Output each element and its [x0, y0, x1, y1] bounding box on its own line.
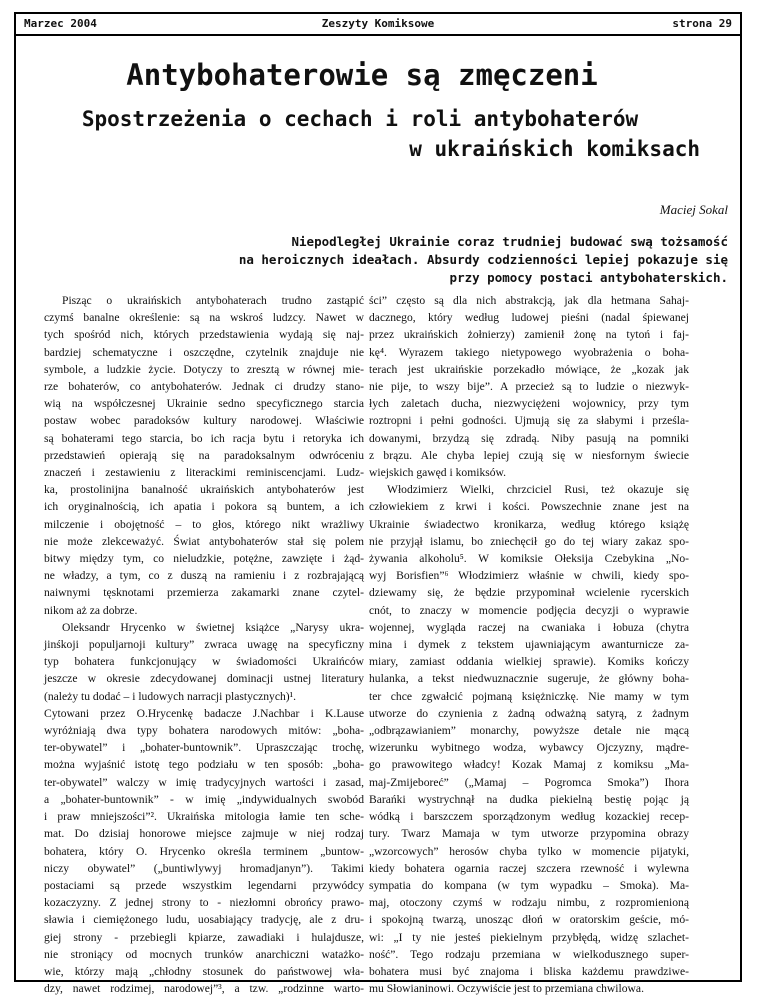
text-line: typ bohatera funkcjonujący w świadomości Ukraińców [44, 655, 364, 669]
text-line: kozaczyzny. Z jednej strony to - niezłomni obrońcy prawo- [44, 896, 364, 910]
text-line: sympatia do kompana (w tym wypadku – Smoka). Ma- [369, 878, 689, 892]
text-line: kiedy bohatera ogarnia raczej szczera rzewność i wylewna [369, 861, 689, 875]
text-line: roztropni i pełni godności. Ujmują się za słabymi i prześla- [369, 414, 689, 428]
text-line: są bohaterami tego starcia, bo ich racja bytu i retoryka ich [44, 431, 364, 445]
header-page-number: strona 29 [672, 17, 732, 30]
subtitle-line: w ukraińskich komiksach [409, 137, 700, 161]
text-line: niczy obywatel” („buntiwlywyj hromadjanyn”). Takimi [44, 861, 364, 875]
text-column-right [369, 292, 689, 997]
text-line: maj, otoczony czymś w rodzaju nimbu, z rozpromienioną [369, 896, 689, 910]
text-line: nie może zlekceważyć. Świat antybohaterów stał się polem [44, 534, 364, 548]
text-line: utworze do czynienia z żadną odważną satyrą, z żadnym [369, 706, 689, 720]
text-line: tych spośród nich, których przedstawienia wydają się naj- [44, 328, 364, 342]
text-line: łych zaletach ducha, niezwyciężeni wojownicy, przy tym [369, 397, 689, 411]
text-line: terach jest ukraińskie porzekadło mówiące, że „kozak jak [369, 362, 689, 376]
text-line: ka, prostolinijna banalność ukraińskich antybohaterów jest [44, 483, 364, 497]
text-line: przedstawień opierają się na paradoksalnym odwróceniu [44, 448, 364, 462]
text-line: ter-obywatel” i „bohater-buntownik”. Upraszczając trochę, [44, 741, 364, 755]
text-line: można wyjaśnić istotę tego podziału w ten sposób: „boha- [44, 758, 364, 772]
text-line: „odbrązawianiem” monarchy, powyższe detale nie mącą [369, 724, 689, 738]
text-line: Ukrainie świadectwo kronikarza, według którego książę [369, 517, 689, 531]
text-line: sławia i ciemiężonego ludu, uosabiający tradycję, ale z dru- [44, 913, 364, 927]
text-line: dacznego, który według ludowej pieśni (nadal śpiewanej [369, 311, 689, 325]
text-line: wyróżniają dwa typy bohatera narodowych mitów: „boha- [44, 724, 364, 738]
text-line: ne władzy, a tym, co z duszą na ramieniu i z rozbrajającą [44, 569, 364, 583]
text-line: wojennej, wygląda raczej na cwaniaka i łobuza (chytra [369, 620, 689, 634]
text-line: maj-Zmijeboreć” („Mamaj – Pogromca Smoka”) Ihora [369, 775, 689, 789]
text-line: dzy, nawet rodzimej, narodowej”³, a tzw. „rodzinne warto- [44, 982, 364, 996]
text-line: czymś banalne określenie: są na wskroś ludzcy. Nawet w [44, 311, 364, 325]
text-line: a „bohater-buntownik” - w imię „indywidualnych swobód [44, 792, 364, 806]
text-line: go prawowitego władcy! Kozak Mamaj z komiksu „Ma- [369, 758, 689, 772]
text-line: wyj Borisfien”⁶ Włodzimierz właśnie w chwili, kiedy spo- [369, 569, 689, 583]
text-line: ność”. Tego rodzaju przemiana w wielkodusznego super- [369, 947, 689, 961]
text-line: z brązu. Ale chyba lepiej czują się w niesfornym świecie [369, 448, 689, 462]
text-line: kę⁴. Wyrazem takiego nietypowego wyobrażenia o boha- [369, 345, 689, 359]
text-line: ich oryginalnością, ich apatia i pokora są buntem, a ich [44, 500, 364, 514]
text-line: Barańki wystrychnął na dudka piekielną bestię pojąc ją [369, 792, 689, 806]
text-line: znaczeń i zestawieniu z literackimi reminiscencjami. Ludz- [44, 466, 364, 480]
lead-line: na heroicznych ideałach. Absurdy codzienności lepiej pokazuje się [238, 252, 728, 267]
text-line: i praw mniejszości”². Ukraińska mitologia łamie ten sche- [44, 810, 364, 824]
text-line: Cytowani przez O.Hrycenkę badacze J.Nachbar i K.Lause [44, 706, 364, 720]
text-line: jeszcze w okresie zdecydowanej dominacji ustnej literatury [44, 672, 364, 686]
text-line: jinśkoji populjarnoji kultury” zwraca uwagę na specyficzny [44, 638, 364, 652]
text-line: człowiekiem z krwi i kości. Powszechnie znane jest na [369, 500, 689, 514]
subtitle-line: Spostrzeżenia o cechach i roli antybohaterów [81, 107, 639, 131]
text-line: postaw wobec paradoksów kultury narodowej. Właściwie [44, 414, 364, 428]
text-line: wią na współczesnej Ukrainie sedno specyficznego starcia [44, 397, 364, 411]
header-date: Marzec 2004 [24, 17, 97, 30]
text-line: ter chce zgwałcić pojmaną księżniczkę. Nie mamy w tym [369, 689, 689, 703]
header-magazine-title: Zeszyty Komiksowe [321, 17, 435, 30]
text-line: mu Słowianinowi. Oczywiście jest to przemiana chwilowa. [369, 982, 644, 996]
text-line: wi: „I ty nie jesteś piekielnym przybłędą, widzę szlachet- [369, 930, 689, 944]
text-line: cnót, to znaczy w momencie podjęcia decyzji o wyprawie [369, 603, 689, 617]
text-line: bohatera, który O. Hrycenko określa terminem „buntow- [44, 844, 364, 858]
text-line: bardziej schematyczne i oszczędne, czytelnik znajduje nie [44, 345, 364, 359]
text-line: bitwy między tym, co nieludzkie, potężne, zawzięte i żąd- [44, 552, 364, 566]
text-line: tury. Twarz Mamaja w tym utworze przypomina obrazy [369, 827, 689, 841]
text-line: „wzorcowych” herosów chyba tylko w momencie pijatyki, [369, 844, 689, 858]
text-line: przez ukraińskich żołnierzy) zamienił żonę na tytoń i faj- [369, 328, 689, 342]
running-header [16, 14, 740, 36]
article-title: Antybohaterowie są zmęczeni [126, 58, 598, 92]
text-line: bohatera musi być znajoma i bliska każdemu prawdziwe- [369, 964, 689, 978]
text-column-left [44, 292, 364, 997]
text-line: giej strony - przebiegli kpiarze, zawadiaki i hulajdusze, [44, 930, 364, 944]
text-line: Pisząc o ukraińskich antybohaterach trudno zastąpić [62, 294, 364, 307]
text-line: miary, zamiast oddania wielkiej sprawie). Komiks kończy [369, 655, 689, 669]
text-line: Włodzimierz Wielki, chrzciciel Rusi, też okazuje się [387, 483, 689, 497]
text-line: żywania alkoholu⁵. W komiksie Ołeksija Czebykina „No- [369, 552, 689, 566]
text-line: hulanka, a tekst niedwuznacznie sugeruje, że główny boha- [369, 672, 689, 686]
text-line: symbole, a ludzkie życie. Dotyczy to zresztą w równej mie- [44, 362, 364, 376]
text-line: wizerunku wybitnego wodza, wybawcy Ojczyzny, mądre- [369, 741, 689, 755]
text-line: wie, którzy mają „chłodny stosunek do państwowej wła- [44, 964, 364, 978]
text-line: wódką i barszczem sporządzonym według kozackiej recep- [369, 810, 689, 824]
text-line: naiwnymi tęsknotami przemierza zakamarki znane czytel- [44, 586, 364, 600]
text-line: milczenie i obojętność – to głos, którego nikt wrażliwy [44, 517, 364, 531]
text-line: Oleksandr Hrycenko w świetnej książce „Narysy ukra- [62, 620, 364, 634]
text-line: mina i dymek z tekstem ujawniającym awanturnicze za- [369, 638, 689, 652]
text-line: nie przyjął islamu, bo zniechęcił go do tej wiary zakaz spo- [369, 534, 689, 548]
lead-line: przy pomocy postaci antybohaterskich. [449, 270, 728, 285]
text-line: mat. Do dzisiaj honorowe miejsce zajmuje w niej rodzaj [44, 827, 364, 841]
article-lead [88, 233, 728, 287]
text-line: dziewamy się, że będzie przypominał wcielenie rycerskich [369, 586, 689, 600]
text-line: nikom aż za dobrze. [44, 603, 138, 617]
article-subtitle [20, 104, 700, 164]
text-line: ter-obywatel” walczy w imię tradycyjnych wartości i zasad, [44, 775, 364, 789]
text-line: i spokojną twarzą, unosząc dłoń w oratorskim geście, mó- [369, 913, 689, 927]
text-line: nie pije, to wszy bije”. A przecież są to ludzie o niezwyk- [369, 380, 689, 394]
text-line: dowanymi, brzydzą się zdradą. Niby pasują na pomniki [369, 431, 689, 445]
text-line: rze bohaterów, co antybohaterów. Jednak ci drudzy stano- [44, 380, 364, 394]
text-line: wiejskich gawęd i komiksów. [369, 466, 507, 480]
author-byline: Maciej Sokal [659, 202, 728, 217]
text-line: ści” często są dla nich abstrakcją, jak dla hetmana Sahaj- [369, 294, 689, 307]
text-line: (należy tu dodać – i ludowych narracji plastycznych)¹. [44, 689, 296, 703]
text-line: postaciami są przede wszystkim legendarni przywódcy [44, 878, 364, 892]
text-line: nie stroniący od mocnych trunków anarchiczni watażko- [44, 947, 364, 961]
lead-line: Niepodległej Ukrainie coraz trudniej budować swą tożsamość [291, 234, 728, 249]
